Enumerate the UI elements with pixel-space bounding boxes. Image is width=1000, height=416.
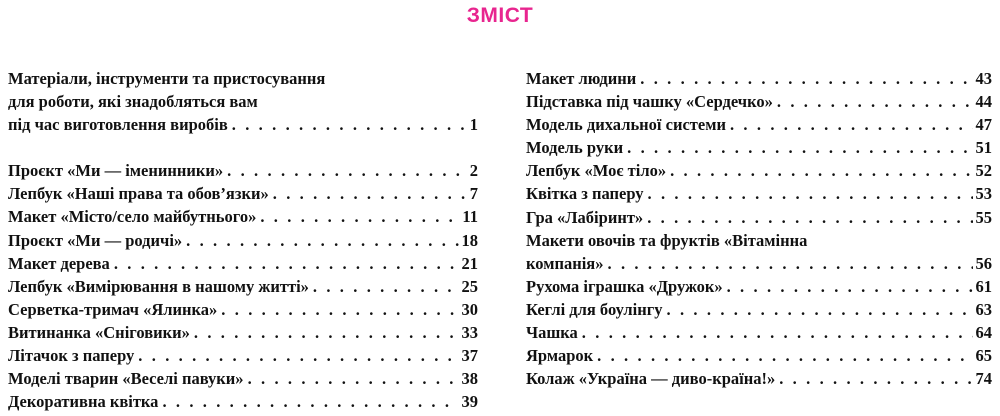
toc-entry[interactable] [8,182,478,205]
toc-entry-page: 44 [975,92,992,112]
toc-entry-title: компанія» [526,253,604,273]
dot-leader [232,113,467,136]
toc-intro-entry[interactable] [8,67,478,136]
toc-entry-page: 53 [975,184,992,204]
dot-leader [313,275,459,298]
toc-entry-page: 47 [975,115,992,135]
toc-entry-title: Серветка-тримач «Ялинка» [8,299,218,319]
toc-entry[interactable] [8,321,478,344]
dot-leader [779,367,972,390]
toc-entry[interactable] [526,275,992,298]
toc-entry-last-line [526,252,992,275]
toc-left-column [8,67,478,413]
dot-leader [582,321,973,344]
toc-entry-title: Лепбук «Вимірювання в нашому житті» [8,276,309,296]
toc-entry-page: 18 [461,230,478,250]
toc-entry[interactable] [526,90,992,113]
toc-entry-page: 51 [975,138,992,158]
toc-right-list-b [526,275,992,390]
dot-leader [186,229,458,252]
toc-entry-title: Модель дихальної системи [526,115,726,135]
toc-entry[interactable] [526,136,992,159]
toc-entry-title: Літачок з паперу [8,346,135,366]
toc-entry[interactable] [526,182,992,205]
dot-leader [608,252,973,275]
toc-entry-title: Рухома іграшка «Дружок» [526,276,723,296]
page-title: ЗМІСТ [466,4,534,27]
toc-entry-page: 52 [975,161,992,181]
toc-entry-page: 25 [461,276,478,296]
toc-entry-page: 43 [975,69,992,88]
toc-right-list-a [526,67,992,229]
toc-entry[interactable] [8,159,478,182]
toc-entry-page: 74 [975,369,992,389]
toc-entry-title: Ярмарок [526,346,594,366]
toc-entry-page: 65 [975,346,992,366]
toc-entry-title: Чашка [526,323,578,343]
toc-entry[interactable] [526,298,992,321]
toc-entry-page: 55 [975,207,992,227]
toc-entry[interactable] [526,159,992,182]
toc-entry-page: 61 [975,276,992,296]
toc-entry-page: 37 [461,346,478,366]
dot-leader [248,367,459,390]
dot-leader [273,182,467,205]
toc-entry-page: 7 [469,184,478,204]
dot-leader [640,67,972,90]
dot-leader [162,390,458,413]
toc-entry-page: 11 [462,207,478,227]
toc-right-column [526,67,992,390]
toc-entry[interactable] [8,229,478,252]
toc-entry[interactable] [8,344,478,367]
toc-entry-title: Підставка під чашку «Сердечко» [526,92,773,112]
dot-leader [597,344,972,367]
toc-entry[interactable] [8,252,478,275]
toc-entry-page: 1 [469,115,478,135]
toc-entry-page: 2 [469,161,478,181]
toc-entry-title: Гра «Лабіринт» [526,207,644,227]
toc-entry[interactable] [8,390,478,413]
toc-entry-page: 56 [975,253,992,273]
toc-entry-page: 21 [461,253,478,273]
dot-leader [221,298,458,321]
toc-entry-title: Макет «Місто/село майбутнього» [8,207,257,227]
toc-entry-page: 33 [461,322,478,342]
toc-intro-last-line [8,113,478,136]
dot-leader [667,298,973,321]
toc-entry-page: 64 [975,323,992,343]
toc-entry-title: Лепбук «Наші права та обов’язки» [8,184,269,204]
toc-entry[interactable] [526,113,992,136]
toc-entry-title: Кеглі для боулінгу [526,299,663,319]
toc-entry-title: Модель руки [526,138,624,158]
toc-entry-title: Моделі тварин «Веселі павуки» [8,369,244,389]
toc-entry[interactable] [526,321,992,344]
toc-entry[interactable] [8,205,478,228]
toc-entry-title: Макет людини [526,69,637,88]
toc-entry-title: Колаж «Україна — диво-країна!» [526,369,776,389]
dot-leader [227,159,467,182]
toc-entry-page: 38 [461,369,478,389]
toc-entry[interactable] [8,298,478,321]
toc-entry-title: Лепбук «Моє тіло» [526,161,667,181]
toc-left-list [8,159,478,413]
dot-leader [138,344,458,367]
toc-entry-title: Декоративна квітка [8,392,159,412]
dot-leader [777,90,973,113]
toc-entry-title: Проєкт «Ми — родичі» [8,230,183,250]
toc-entry[interactable] [8,367,478,390]
dot-leader [727,275,973,298]
toc-entry-title-line: Макети овочів та фруктів «Вітамінна [526,230,808,250]
toc-entry-title: Макет дерева [8,253,110,273]
dot-leader [648,182,973,205]
toc-entry[interactable] [526,344,992,367]
dot-leader [670,159,972,182]
toc-entry-page: 30 [461,299,478,319]
dot-leader [627,136,972,159]
toc-entry-page: 63 [975,299,992,319]
dot-leader [647,206,972,229]
toc-entry-title: Витинанка «Сніговики» [8,322,190,342]
toc-multiline-entry[interactable] [526,229,992,275]
dot-leader [114,252,459,275]
toc-entry-page: 39 [461,392,478,412]
toc-entry[interactable] [526,367,992,390]
dot-leader [730,113,973,136]
dot-leader [194,321,459,344]
toc-intro-line: Матеріали, інструменти та пристосування [8,69,326,88]
toc-entry-title: Проєкт «Ми — іменинники» [8,161,224,181]
toc-entry-title: Квітка з паперу [526,184,644,204]
toc-intro-line: для роботи, які знадобляться вам [8,92,258,112]
toc-entry[interactable] [526,206,992,229]
toc-entry[interactable] [8,275,478,298]
dot-leader [260,205,459,228]
toc-entry[interactable] [526,67,992,90]
toc-entry-title: під час виготовлення виробів [8,115,228,135]
